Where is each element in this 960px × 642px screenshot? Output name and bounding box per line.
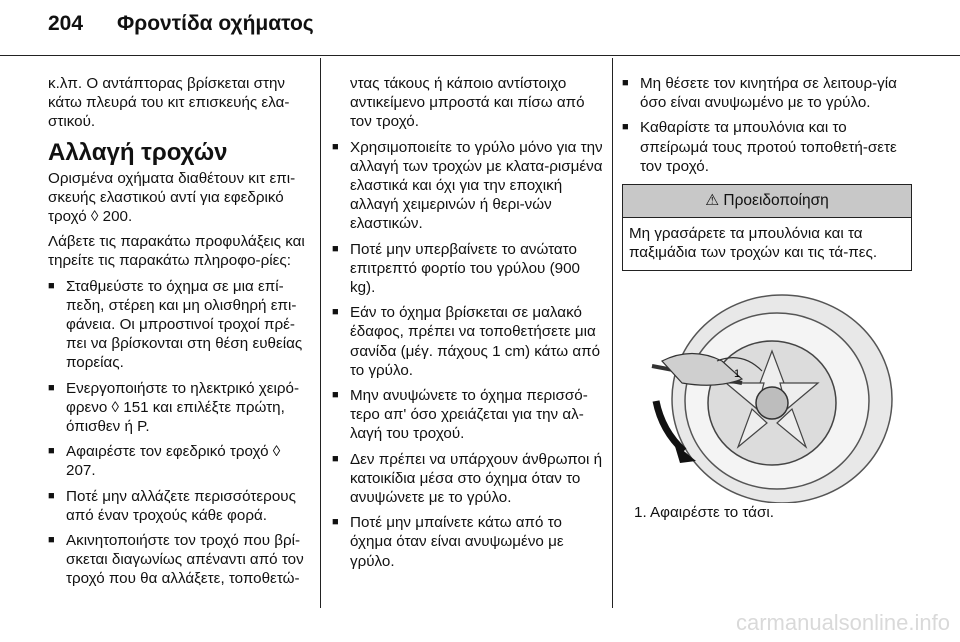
list-item: ■ Σταθμεύστε το όχημα σε μια επί-πεδη, στέρεη και μη ολισθηρή επι-φάνεια. Οι μπροστινοί τροχοί πρέ-πει να βρίσκονται στη θέση ευθείας πορείας. [48, 277, 310, 373]
column-divider-1 [320, 58, 321, 608]
list-item: ■ Μη θέσετε τον κινητήρα σε λειτουρ-γία όσο είναι ανυψωμένο με το γρύλο. [622, 74, 912, 112]
figure-caption: 1. Αφαιρέστε το τάσι. [634, 504, 774, 522]
list-item: ■ Δεν πρέπει να υπάρχουν άνθρωποι ή κατοικίδια μέσα στο όχημα όταν το ανυψώνετε με το γρύλο. [332, 450, 604, 508]
list-item: ■ Αφαιρέστε τον εφεδρικό τροχό ◊ 207. [48, 442, 310, 480]
precautions-list [48, 277, 310, 589]
watermark: carmanualsonline.info [735, 610, 950, 635]
warning-header [623, 185, 911, 218]
list-item: ■ Καθαρίστε τα μπουλόνια και το σπείρωμά τους προτού τοποθετή-σετε τον τροχό. [622, 118, 912, 176]
list-item: ■ Μην ανυψώνετε το όχημα περισσό-τερο απ' όσο χρειάζεται για την αλ-λαγή του τροχού. [332, 386, 604, 444]
list-item: ■ Χρησιμοποιείτε το γρύλο μόνο για την αλλαγή των τροχών με κλατα-ρισμένα ελαστικά και όχι για την εποχική αλλαγή χειμερινών ή θερι-νών ελαστικών. [332, 138, 604, 234]
header-rule [0, 55, 960, 56]
page-number: 204 [48, 12, 84, 35]
list-item: ■ Ακινητοποιήστε τον τροχό που βρί-σκεται διαγωνίως απέναντι από τον τροχό που θα αλλάξετε, τοποθετώ- [48, 531, 310, 589]
column-divider-2 [612, 58, 613, 608]
warning-text: Μη γρασάρετε τα μπουλόνια και τα παξιμάδια των τροχών και τις τά-πες. [629, 225, 878, 262]
precautions-list-3 [622, 74, 912, 176]
paragraph-2: Λάβετε τις παρακάτω προφυλάξεις και τηρείτε τις παρακάτω πληροφο-ρίες: [48, 233, 305, 270]
column-2 [332, 74, 604, 577]
list-item: ■ Ενεργοποιήστε το ηλεκτρικό χειρό-φρενο ◊ 151 και επιλέξτε πρώτη, όπισθεν ή P. [48, 379, 310, 437]
list-item: ■ Εάν το όχημα βρίσκεται σε μαλακό έδαφος, πρέπει να τοποθετήσετε μια σανίδα (μέγ. πάχους 1 cm) κάτω από το γρύλο. [332, 303, 604, 380]
column-1 [48, 74, 310, 595]
page-title: Φροντίδα οχήματος [117, 12, 314, 35]
warning-title: Προειδοποίηση [723, 192, 829, 210]
continued-text: ντας τάκους ή κάποιο αντίστοιχο αντικείμενο μπροστά και πίσω από τον τροχό. [350, 75, 585, 131]
list-item: ■ Ποτέ μην μπαίνετε κάτω από το όχημα όταν είναι ανυψωμένο με γρύλο. [332, 513, 604, 571]
list-item: ■ Ποτέ μην αλλάζετε περισσότερους από έναν τροχούς κάθε φορά. [48, 487, 310, 525]
list-item: ■ Ποτέ μην υπερβαίνετε το ανώτατο επιτρεπτό φορτίο του γρύλου (900 kg). [332, 240, 604, 298]
section-heading: Αλλαγή τροχών [48, 138, 228, 166]
page-header [0, 0, 960, 60]
paragraph-1: Ορισμένα οχήματα διαθέτουν κιτ επι-σκευής ελαστικού αντί για εφεδρικό τροχό ◊ 200. [48, 169, 296, 226]
wheel-illustration [622, 291, 900, 503]
warning-triangle-icon: ⚠ [705, 192, 720, 210]
warning-box [622, 184, 912, 271]
column-3 [622, 74, 912, 529]
intro-text: κ.λπ. Ο αντάπτορας βρίσκεται στην κάτω πλευρά του κιτ επισκευής ελα-στικού. [48, 75, 290, 131]
figure-callout-1: 1 [734, 368, 741, 381]
precautions-list-2 [332, 138, 604, 571]
wheel-removal-illustration [622, 291, 900, 503]
